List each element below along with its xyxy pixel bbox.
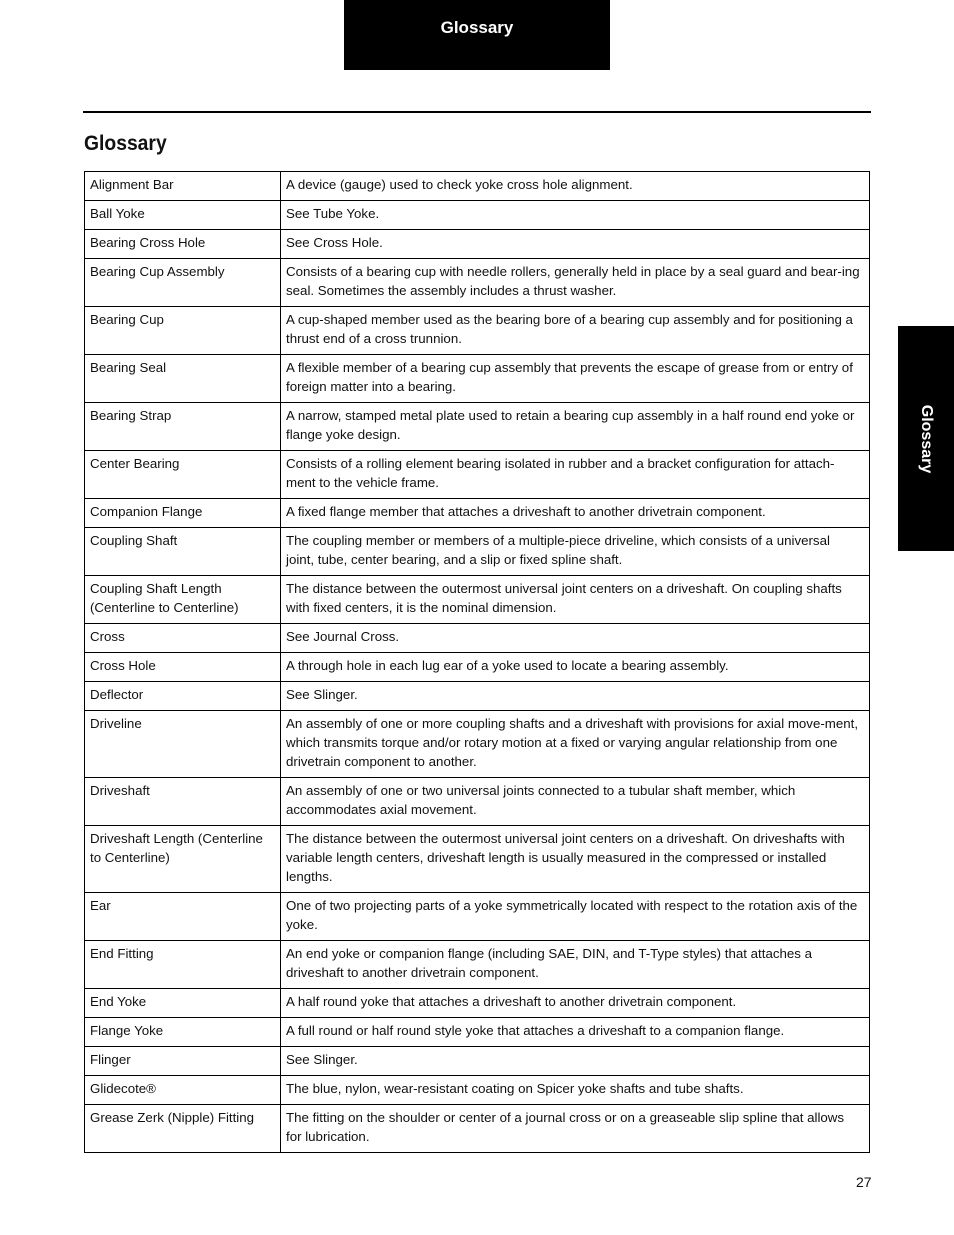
table-row <box>85 451 870 499</box>
table-row <box>85 989 870 1018</box>
glossary-term: Flinger <box>85 1047 281 1076</box>
header-tab <box>344 0 610 70</box>
table-row <box>85 1105 870 1153</box>
glossary-definition: A cup-shaped member used as the bearing bore of a bearing cup assembly and for positioning a thrust end of a cross trunnion. <box>281 307 870 355</box>
table-row <box>85 711 870 778</box>
table-row <box>85 499 870 528</box>
glossary-definition: A through hole in each lug ear of a yoke used to locate a bearing assembly. <box>281 653 870 682</box>
glossary-term: End Fitting <box>85 941 281 989</box>
table-row <box>85 624 870 653</box>
table-row <box>85 355 870 403</box>
glossary-definition: See Journal Cross. <box>281 624 870 653</box>
glossary-definition: A device (gauge) used to check yoke cross hole alignment. <box>281 172 870 201</box>
glossary-term: Ball Yoke <box>85 201 281 230</box>
glossary-term: Driveshaft <box>85 778 281 826</box>
glossary-definition: The distance between the outermost universal joint centers on a driveshaft. On coupling shafts with fixed centers, it is the nominal dimension. <box>281 576 870 624</box>
glossary-term: Coupling Shaft Length (Centerline to Centerline) <box>85 576 281 624</box>
glossary-definition: One of two projecting parts of a yoke symmetrically located with respect to the rotation axis of the yoke. <box>281 893 870 941</box>
glossary-definition: The fitting on the shoulder or center of a journal cross or on a greaseable slip spline that allows for lubrication. <box>281 1105 870 1153</box>
glossary-definition: See Slinger. <box>281 682 870 711</box>
table-row <box>85 1018 870 1047</box>
glossary-term: Alignment Bar <box>85 172 281 201</box>
glossary-term: Bearing Cup Assembly <box>85 259 281 307</box>
glossary-term: Cross Hole <box>85 653 281 682</box>
glossary-term: Ear <box>85 893 281 941</box>
table-row <box>85 528 870 576</box>
header-tab-label: Glossary <box>440 18 514 37</box>
table-row <box>85 653 870 682</box>
table-row <box>85 778 870 826</box>
glossary-term: Bearing Cup <box>85 307 281 355</box>
glossary-definition: The distance between the outermost universal joint centers on a driveshaft. On driveshafts with variable length centers, driveshaft length is usually measured in the compressed or installed lengths. <box>281 826 870 893</box>
table-row <box>85 682 870 711</box>
glossary-term: End Yoke <box>85 989 281 1018</box>
glossary-definition: A half round yoke that attaches a driveshaft to another drivetrain component. <box>281 989 870 1018</box>
glossary-term: Bearing Cross Hole <box>85 230 281 259</box>
glossary-definition: See Cross Hole. <box>281 230 870 259</box>
table-row <box>85 1076 870 1105</box>
glossary-definition: Consists of a bearing cup with needle rollers, generally held in place by a seal guard and bear-ing seal. Sometimes the assembly includes a thrust washer. <box>281 259 870 307</box>
glossary-term: Driveshaft Length (Centerline to Centerline) <box>85 826 281 893</box>
table-row <box>85 403 870 451</box>
glossary-term: Bearing Strap <box>85 403 281 451</box>
glossary-term: Cross <box>85 624 281 653</box>
glossary-term: Coupling Shaft <box>85 528 281 576</box>
table-row <box>85 307 870 355</box>
glossary-term: Companion Flange <box>85 499 281 528</box>
table-row <box>85 576 870 624</box>
glossary-definition: An end yoke or companion flange (including SAE, DIN, and T-Type styles) that attaches a driveshaft to another drivetrain component. <box>281 941 870 989</box>
glossary-term: Deflector <box>85 682 281 711</box>
table-row <box>85 259 870 307</box>
glossary-term: Glidecote® <box>85 1076 281 1105</box>
side-tab <box>898 326 954 551</box>
page-number: 27 <box>856 1174 872 1190</box>
glossary-definition: See Tube Yoke. <box>281 201 870 230</box>
glossary-definition: Consists of a rolling element bearing isolated in rubber and a bracket configuration for attach-ment to the vehicle frame. <box>281 451 870 499</box>
glossary-term: Center Bearing <box>85 451 281 499</box>
glossary-term: Grease Zerk (Nipple) Fitting <box>85 1105 281 1153</box>
glossary-definition: The blue, nylon, wear-resistant coating on Spicer yoke shafts and tube shafts. <box>281 1076 870 1105</box>
glossary-term: Driveline <box>85 711 281 778</box>
glossary-definition: A fixed flange member that attaches a driveshaft to another drivetrain component. <box>281 499 870 528</box>
table-row <box>85 941 870 989</box>
glossary-definition: A narrow, stamped metal plate used to retain a bearing cup assembly in a half round end yoke or flange yoke design. <box>281 403 870 451</box>
table-row <box>85 172 870 201</box>
table-row <box>85 201 870 230</box>
glossary-definition: The coupling member or members of a multiple-piece driveline, which consists of a universal joint, tube, center bearing, and a slip or fixed spline shaft. <box>281 528 870 576</box>
table-row <box>85 826 870 893</box>
page-title: Glossary <box>84 132 167 155</box>
glossary-table-body <box>85 172 870 1153</box>
glossary-term: Bearing Seal <box>85 355 281 403</box>
table-row <box>85 893 870 941</box>
glossary-definition: See Slinger. <box>281 1047 870 1076</box>
glossary-definition: An assembly of one or two universal joints connected to a tubular shaft member, which accommodates axial movement. <box>281 778 870 826</box>
glossary-definition: An assembly of one or more coupling shafts and a driveshaft with provisions for axial move-ment, which transmits torque and/or rotary motion at a fixed or varying angular relationship from one drivetrain component to another. <box>281 711 870 778</box>
glossary-definition: A flexible member of a bearing cup assembly that prevents the escape of grease from or entry of foreign matter into a bearing. <box>281 355 870 403</box>
side-tab-label: Glossary <box>918 404 936 473</box>
table-row <box>85 1047 870 1076</box>
table-row <box>85 230 870 259</box>
glossary-definition: A full round or half round style yoke that attaches a driveshaft to a companion flange. <box>281 1018 870 1047</box>
header-rule <box>83 111 871 113</box>
glossary-term: Flange Yoke <box>85 1018 281 1047</box>
glossary-table <box>84 171 870 1153</box>
